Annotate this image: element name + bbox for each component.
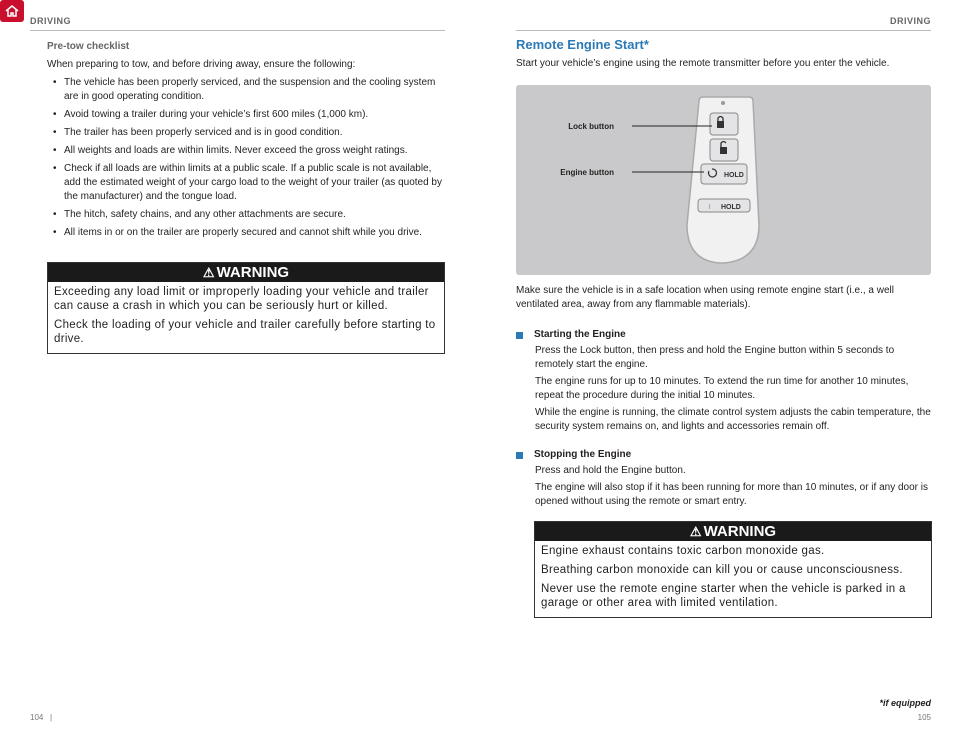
pretow-intro: When preparing to tow, and before driving away, ensure the following:	[47, 59, 356, 70]
towing-warning-box	[47, 262, 445, 354]
starting-engine-section	[516, 328, 931, 437]
page-number-left	[30, 713, 52, 722]
footnote: *if equipped	[879, 698, 931, 708]
warning-triangle-icon: ⚠	[202, 265, 215, 280]
starting-text: The engine runs for up to 10 minutes. To extend the run time for another 10 minutes, repeat the procedure during the initial 10 minutes.	[535, 376, 909, 401]
page-title: Remote Engine Start*	[516, 37, 649, 52]
starting-text: While the engine is running, the climate control system adjusts the cabin temperature, the security system remains on, and lights and accessories remain off.	[535, 407, 931, 432]
section-header-right: DRIVING	[889, 16, 931, 26]
section-heading	[516, 328, 931, 342]
right-page-intro	[516, 38, 931, 71]
stopping-text: The engine will also stop if it has been running for more than 10 minutes, or if any door is opened without using the remote or smart entry.	[535, 482, 928, 507]
page-separator: |	[50, 713, 53, 722]
left-page-content	[47, 40, 445, 244]
warning-body	[48, 282, 444, 354]
remote-start-intro: Start your vehicle’s engine using the remote transmitter before you enter the vehicle.	[516, 58, 890, 69]
warning-text: Breathing carbon monoxide can kill you or cause unconsciousness.	[541, 564, 903, 576]
hold-text-engine: HOLD	[724, 172, 744, 179]
stopping-engine-section	[516, 448, 931, 512]
warning-triangle-icon: ⚠	[689, 524, 702, 539]
starting-heading: Starting the Engine	[534, 329, 626, 340]
checklist-item: • Check if all loads are within limits at a public scale. If a public scale is not available, add the estimated weight of your cargo load to the weight of your trailer (as quoted by the manufacturer) and the tongue load.	[53, 162, 445, 204]
page-number-right: 105	[917, 713, 931, 722]
checklist-item: • Avoid towing a trailer during your vehicle’s first 600 miles (1,000 km).	[53, 108, 445, 122]
stopping-heading: Stopping the Engine	[534, 449, 632, 460]
engine-button-label: Engine button	[560, 168, 614, 177]
pretow-subheading: Pre-tow checklist	[47, 41, 130, 52]
lock-button-label: Lock button	[568, 122, 614, 131]
section-marker-icon	[516, 332, 523, 339]
warning-text: Exceeding any load limit or improperly loading your vehicle and trailer can cause a crash in which you can be seriously hurt or killed.	[54, 286, 429, 312]
section-marker-icon	[516, 452, 523, 459]
starting-text: Press the Lock button, then press and hold the Engine button within 5 seconds to remotely start the engine.	[535, 345, 895, 370]
home-icon	[4, 4, 20, 18]
unlock-icon	[720, 147, 727, 154]
left-page-number: 104	[30, 713, 44, 722]
checklist-item: • The trailer has been properly serviced and is in good condition.	[53, 126, 445, 140]
stopping-text: Press and hold the Engine button.	[535, 465, 686, 476]
warning-label: WARNING	[216, 264, 290, 281]
header-divider-right	[516, 30, 931, 31]
lock-icon	[717, 121, 724, 128]
exhaust-warning-box	[534, 521, 932, 618]
warning-text: Never use the remote engine starter when the vehicle is parked in a garage or other area with limited ventilation.	[541, 583, 906, 609]
checklist-item: • The vehicle has been properly serviced, and the suspension and the cooling system are in good operating condition.	[53, 76, 445, 104]
header-divider-left	[30, 30, 445, 31]
warning-header	[535, 522, 931, 541]
warning-text: Engine exhaust contains toxic carbon monoxide gas.	[541, 545, 825, 557]
warning-header	[48, 263, 444, 282]
section-header-left: DRIVING	[30, 16, 72, 26]
key-fob-illustration	[516, 85, 931, 275]
checklist-item: • All items in or on the trailer are properly secured and cannot shift while you drive.	[53, 226, 445, 240]
svg-text:⦚: ⦚	[709, 205, 711, 211]
warning-label: WARNING	[703, 523, 777, 540]
section-heading	[516, 448, 931, 462]
hold-text-trunk: HOLD	[721, 204, 741, 211]
checklist-item: • All weights and loads are within limits. Never exceed the gross weight ratings.	[53, 144, 445, 158]
home-button[interactable]	[0, 0, 24, 22]
remote-transmitter-figure	[516, 85, 931, 275]
warning-body	[535, 541, 931, 618]
safety-note: Make sure the vehicle is in a safe location when using remote engine start (i.e., a well ventilated area, away from any flammable materials).	[516, 285, 894, 310]
pretow-checklist	[53, 76, 445, 240]
warning-text: Check the loading of your vehicle and trailer carefully before starting to drive.	[54, 319, 436, 345]
checklist-item: • The hitch, safety chains, and any other attachments are secure.	[53, 208, 445, 222]
